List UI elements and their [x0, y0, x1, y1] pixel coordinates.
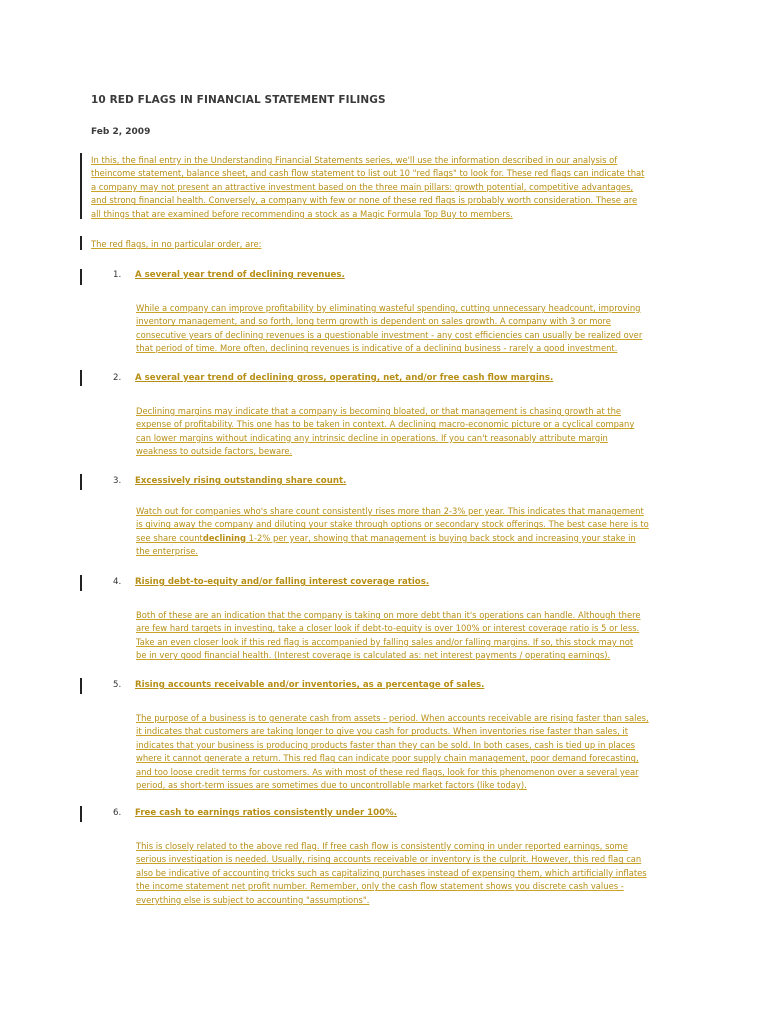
intro-paragraph [91, 154, 644, 221]
description-line: consecutive years of declining revenues is a questionable investment - any cost efficiencies can usually be realized over [136, 329, 643, 340]
red-flag-description [136, 840, 647, 907]
red-flag-heading: Rising accounts receivable and/or inventories, as a percentage of sales. [135, 680, 485, 690]
intro-line: a company may not present an attractive investment based on the three main pillars: growth potential, competitive advantages, [91, 181, 634, 192]
red-flag-description [136, 405, 634, 459]
list-number: 2. [113, 373, 122, 383]
description-line: be in very good financial health. (Interest coverage is calculated as: net interest payments / operating earnings). [136, 650, 611, 661]
description-line: the income statement net profit number. Remember, only the cash flow statement shows you discrete cash values - [136, 881, 624, 892]
description-line: indicates that your business is producing products faster than they can be sold. In both cases, cash is tied up in places [136, 739, 635, 750]
revision-bar [80, 678, 82, 694]
description-line: period, as short-term issues are sometimes due to uncontrollable market factors (like today). [136, 780, 527, 791]
description-line: Take an even closer look if this red flag is accompanied by falling sales and/or falling margins. If so, this stock may not [136, 636, 634, 647]
description-line: it indicates that customers are taking longer to give you cash for products. When inventories rise faster than sales, it [136, 726, 629, 737]
revision-bar [80, 153, 82, 219]
red-flag-description [136, 712, 649, 792]
description-line: While a company can improve profitability by eliminating wasteful spending, cutting unnecessary headcount, improving [136, 303, 641, 313]
intro-line: all things that are examined before recommending a stock as a Magic Formula Top Buy to members. [91, 208, 513, 219]
list-number: 6. [113, 808, 122, 818]
description-line: This is closely related to the above red flag. If free cash flow is consistently coming in under reported earnings, some [136, 841, 628, 851]
revision-bar [80, 370, 82, 386]
intro-line: In this, the final entry in the Understanding Financial Statements series, we'll use the information described in our analysis of [91, 155, 618, 165]
red-flag-description [136, 302, 642, 356]
description-line: can lower margins without indicating any intrinsic decline in operations. If you can't reasonably attribute margin [136, 432, 608, 443]
description-line: where it cannot generate a return. This red flag can indicate poor supply chain management, poor demand forecasting, [136, 753, 639, 764]
revision-bar [80, 474, 82, 490]
description-line: expense of profitability. This one has to be taken in context. A declining macro-economic picture or a cyclical company [136, 419, 635, 430]
list-number: 3. [113, 476, 122, 486]
document-date: Feb 2, 2009 [91, 127, 151, 137]
description-line: also be indicative of accounting tricks such as capitalizing purchases instead of expensing them, which artificially inflates [136, 867, 647, 878]
intro-line: and strong financial health. Conversely, a company with few or none of these red flags is probably worth consideration. These are [91, 195, 638, 206]
revision-bar [80, 806, 82, 822]
description-line: see share countdeclining 1-2% per year, showing that management is buying back stock and increasing your stake in [136, 532, 636, 543]
list-number: 5. [113, 680, 122, 690]
description-line: are few hard targets in investing, take a closer look if debt-to-equity is over 100% or interest coverage ratio is 5 or less. [136, 623, 640, 634]
description-line: inventory management, and so forth, long term growth is dependent on sales growth. A company with 3 or more [136, 316, 611, 327]
red-flag-description [136, 609, 641, 663]
description-line: Watch out for companies who's share count consistently rises more than 2-3% per year. This indicates that management [136, 506, 644, 516]
description-line: weakness to outside factors, beware. [136, 446, 293, 457]
description-line: serious investigation is needed. Usually, rising accounts receivable or inventory is the culprit. However, this red flag can [136, 854, 642, 865]
red-flag-heading: A several year trend of declining gross, operating, net, and/or free cash flow margins. [135, 373, 554, 383]
description-line: Declining margins may indicate that a company is becoming bloated, or that management is chasing growth at the [136, 406, 622, 416]
list-number: 4. [113, 577, 122, 587]
red-flag-description [136, 505, 649, 559]
revision-bar [80, 269, 82, 285]
red-flag-heading: Excessively rising outstanding share count. [135, 476, 347, 486]
red-flag-heading: A several year trend of declining revenues. [135, 270, 345, 280]
lead-paragraph: The red flags, in no particular order, are: [91, 239, 262, 249]
red-flag-heading: Free cash to earnings ratios consistently under 100%. [135, 808, 397, 818]
revision-bar [80, 575, 82, 591]
revision-bar [80, 236, 82, 250]
description-line: that period of time. More often, declining revenues is indicative of a declining business - rarely a good investment. [136, 343, 618, 354]
description-line: the enterprise. [136, 546, 199, 557]
description-line: everything else is subject to accounting "assumptions". [136, 894, 370, 905]
intro-line: theincome statement, balance sheet, and cash flow statement to list out 10 "red flags" to look for. These red flags can indicate that [91, 168, 645, 179]
list-number: 1. [113, 270, 122, 280]
red-flag-heading: Rising debt-to-equity and/or falling interest coverage ratios. [135, 577, 430, 587]
description-line: and too loose credit terms for customers. As with most of these red flags, look for this phenomenon over a several year [136, 766, 639, 777]
emphasis-text: declining [202, 532, 247, 543]
description-line: is giving away the company and diluting your stake through options or secondary stock offerings. The best case here is to [136, 519, 649, 530]
description-line: The purpose of a business is to generate cash from assets - period. When accounts receivable are rising faster than sales, [136, 713, 649, 723]
description-line: Both of these are an indication that the company is taking on more debt than it's operations can handle. Although there [136, 610, 641, 620]
document-title: 10 RED FLAGS IN FINANCIAL STATEMENT FILINGS [91, 94, 386, 106]
